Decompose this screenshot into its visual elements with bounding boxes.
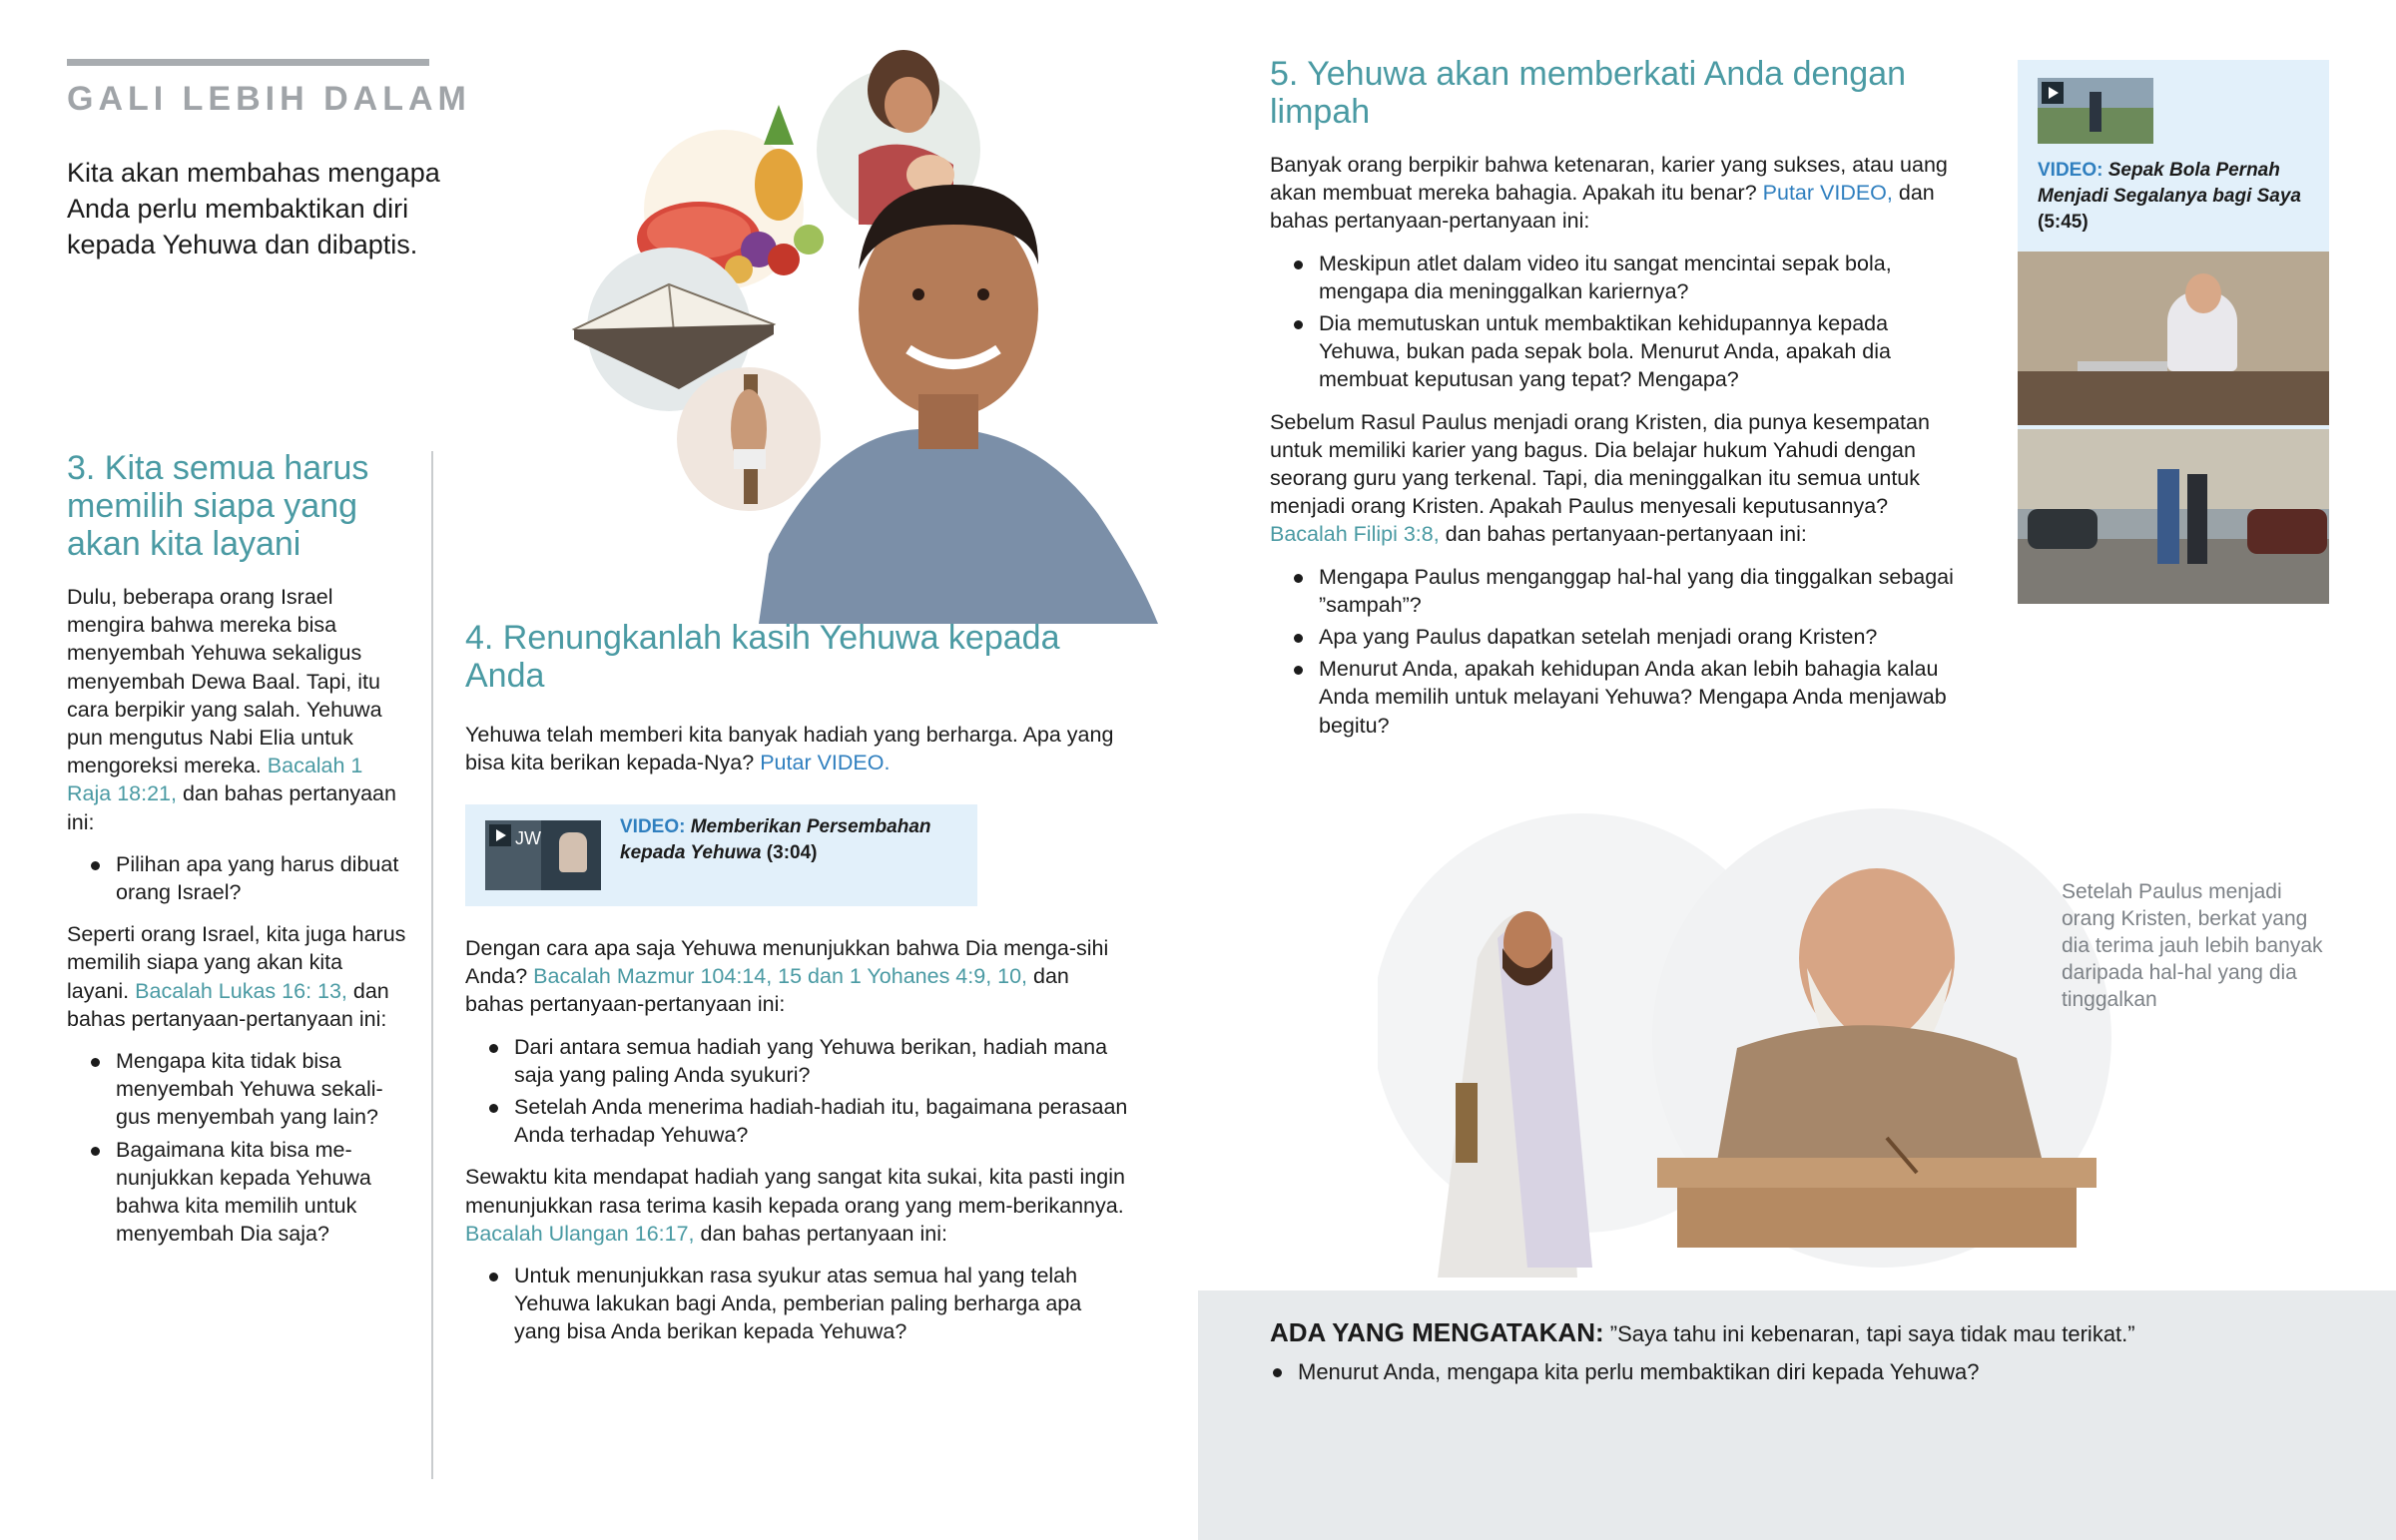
ada-statement: ADA YANG MENGATAKAN: ”Saya tahu ini kebenaran, tapi saya tidak mau terikat.” (1270, 1317, 2135, 1347)
scripture-link[interactable]: Bacalah Mazmur 104:14, 15 dan 1 Yohanes 4:9, 10, (533, 964, 1028, 989)
question-item: Pilihan apa yang harus dibuat orang Israel? (116, 850, 406, 906)
gifts-illustration (559, 35, 1178, 644)
scripture-link[interactable]: Bacalah 1 Raja 18:21, (67, 754, 363, 806)
play-video-link[interactable]: Putar VIDEO, (1762, 181, 1893, 206)
question-list (67, 1047, 406, 1248)
section-5-paragraph-1: Banyak orang berpikir bahwa ketenaran, karier yang sukses, atau uang akan membuat mereka bahagia. Apakah itu benar? Putar VIDEO, dan bahas pertanyaan-pertanyaan ini: (1270, 153, 1948, 234)
scripture-link[interactable]: Bacalah Lukas 16: 13, (135, 978, 347, 1003)
video-still-street (2018, 429, 2329, 604)
video-caption: VIDEO: Sepak Bola Pernah Menjadi Segalanya bagi Saya (5:45) (2038, 160, 2301, 233)
scripture-link[interactable]: Bacalah Filipi 3:8, (1270, 522, 1440, 547)
jw-badge: JW (515, 828, 541, 848)
section-4-continued (465, 934, 1129, 1360)
question-item: Menurut Anda, apakah kehidupan Anda akan lebih bahagia kalau Anda memilih untuk melayani Yehuwa? Mengapa Anda menjawab begitu? (1319, 655, 1969, 740)
play-video-link[interactable]: Putar VIDEO. (760, 751, 891, 775)
question-list (465, 1262, 1129, 1346)
video-still-office (2018, 252, 2329, 425)
question-item: Dari antara semua hadiah yang Yehuwa berikan, hadiah mana saja yang paling Anda syukuri? (514, 1033, 1129, 1089)
section-5-heading: 5. Yehuwa akan memberkati Anda dengan limpah (1270, 55, 1907, 131)
illustration-caption: Setelah Paulus menjadi orang Kristen, berkat yang dia terima jauh lebih banyak daripada hal-hal yang dia tinggalkan (2062, 880, 2323, 1011)
video-card-1[interactable] (465, 804, 977, 906)
section-3-heading: 3. Kita semua harus memilih siapa yang akan kita layani (67, 449, 369, 563)
paul-illustration (1378, 798, 2246, 1287)
play-icon[interactable] (2042, 82, 2064, 104)
intro-text: Kita akan membahas mengapa Anda perlu membaktikan diri kepada Yehuwa dan dibaptis. (67, 158, 440, 259)
question-item: Bagaimana kita bisa me-nunjukkan kepada Yehuwa bahwa kita memilih untuk menyembah Dia saja? (116, 1136, 406, 1249)
question-item: Apa yang Paulus dapatkan setelah menjadi orang Kristen? (1319, 623, 1969, 651)
section-4-paragraph-1: Yehuwa telah memberi kita banyak hadiah yang berharga. Apa yang bisa kita berikan kepada-Nya? Putar VIDEO. (465, 723, 1114, 775)
section-3-paragraph-2: Seperti orang Israel, kita juga harus memilih siapa yang akan kita layani. Bacalah Lukas 16: 13, dan bahas pertanyaan-pertanyaan ini: (67, 922, 406, 1031)
question-item: Mengapa Paulus menganggap hal-hal yang dia tinggalkan sebagai ”sampah”? (1319, 563, 1969, 619)
video-caption: VIDEO: Memberikan Persembahan kepada Yehuwa (3:04) (620, 816, 931, 863)
question-list (1270, 1357, 2308, 1387)
column-divider (431, 451, 433, 1479)
question-item: Setelah Anda menerima hadiah-hadiah itu, bagaimana perasaan Anda terhadap Yehuwa? (514, 1093, 1129, 1149)
question-item: Menurut Anda, mengapa kita perlu membaktikan diri kepada Yehuwa? (1298, 1357, 2308, 1387)
section-4-paragraph-3: Sewaktu kita mendapat hadiah yang sangat kita sukai, kita pasti ingin menunjukkan rasa terima kasih kepada orang yang mem-berikannya. Bacalah Ulangan 16:17, dan bahas pertanyaan ini: (465, 1165, 1125, 1246)
question-list (67, 850, 406, 906)
question-item: Mengapa kita tidak bisa menyembah Yehuwa sekali-gus menyembah yang lain? (116, 1047, 406, 1132)
section-5 (1270, 55, 1969, 754)
scripture-link[interactable]: Bacalah Ulangan 16:17, (465, 1221, 695, 1246)
video-thumbnail[interactable] (485, 820, 601, 890)
section-3-paragraph-1: Dulu, beberapa orang Israel mengira bahwa mereka bisa menyembah Yehuwa sekaligus menyembah Dewa Baal. Tapi, itu cara berpikir yang salah. Yehuwa pun mengutus Nabi Elia untuk mengoreksi mereka. Bacalah 1 Raja 18:21, dan bahas pertanyaan ini: (67, 585, 396, 834)
play-icon[interactable] (489, 824, 511, 846)
section-5-paragraph-2: Sebelum Rasul Paulus menjadi orang Kristen, dia punya kesempatan untuk memiliki karier yang bagus. Dia belajar hukum Yahudi dengan seorang guru yang terkenal. Tapi, dia meninggalkan itu semua untuk menjadi orang Kristen. Apakah Paulus menyesali keputusannya? Bacalah Filipi 3:8, dan bahas pertanyaan-pertanyaan ini: (1270, 409, 1930, 547)
video-card-2[interactable] (2018, 60, 2329, 604)
ada-content (1270, 1317, 2308, 1401)
section-4-heading: 4. Renungkanlah kasih Yehuwa kepada Anda (465, 619, 1060, 695)
question-item: Dia memutuskan untuk membaktikan kehidupannya kepada Yehuwa, bukan pada sepak bola. Menurut Anda, apakah dia membuat keputusan yang tepat? Mengapa? (1319, 309, 1969, 394)
question-item: Meskipun atlet dalam video itu sangat mencintai sepak bola, mengapa dia meninggalkan kariernya? (1319, 250, 1969, 305)
section-3 (67, 449, 406, 1262)
video-thumbnail[interactable] (2038, 78, 2153, 144)
section-4 (465, 619, 1124, 790)
kicker-rule (67, 59, 429, 66)
kicker-title: GALI LEBIH DALAM (67, 80, 471, 118)
question-list (1270, 250, 1969, 394)
section-4-paragraph-2: Dengan cara apa saja Yehuwa menunjukkan bahwa Dia menga-sihi Anda? Bacalah Mazmur 104:14, 15 dan 1 Yohanes 4:9, 10, dan bahas pertanyaan-pertanyaan ini: (465, 936, 1109, 1017)
question-list (465, 1033, 1129, 1150)
question-list (1270, 563, 1969, 740)
question-item: Untuk menunjukkan rasa syukur atas semua hal yang telah Yehuwa lakukan bagi Anda, pemberian paling berharga apa yang bisa Anda berikan kepada Yehuwa? (514, 1262, 1129, 1346)
